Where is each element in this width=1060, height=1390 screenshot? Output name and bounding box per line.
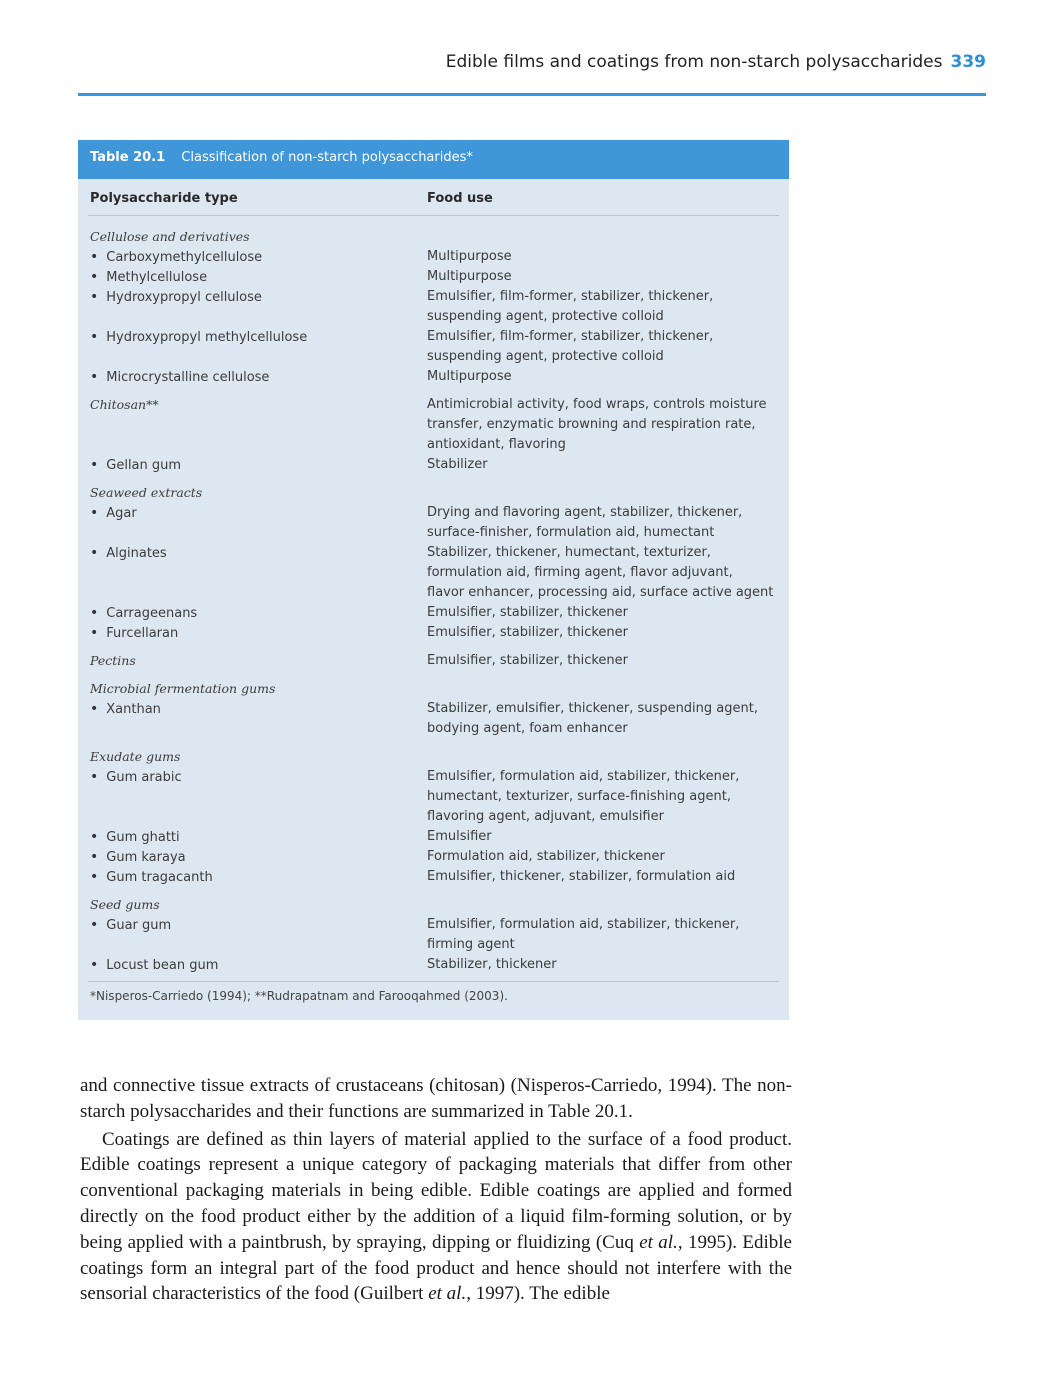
table-row-type: • Gum ghatti — [90, 827, 180, 848]
table-row-type: • Xanthan — [90, 699, 161, 720]
table-row-type: • Carrageenans — [90, 603, 197, 624]
table-category: Chitosan** — [90, 397, 159, 412]
table-caption — [78, 140, 789, 179]
table-category: Exudate gums — [90, 749, 181, 764]
table-row-type: • Carboxymethylcellulose — [90, 247, 262, 268]
table-row-type: • Furcellaran — [90, 623, 178, 644]
table-row-type: • Hydroxypropyl methylcellulose — [90, 327, 307, 348]
table-row-type: • Gellan gum — [90, 455, 181, 476]
table-row-type: • Microcrystalline cellulose — [90, 367, 269, 388]
table-row-type: • Gum karaya — [90, 847, 186, 868]
table-row-use: Formulation aid, stabilizer, thickener — [427, 849, 665, 864]
table-title: Classification of non-starch polysaccharides* — [181, 150, 473, 165]
table-row-type: • Methylcellulose — [90, 267, 207, 288]
table-row-use: Antimicrobial activity, food wraps, controls moisture transfer, enzymatic browning and respiration rate, antioxidant, flavoring — [427, 397, 767, 452]
table-row-use: Emulsifier, thickener, stabilizer, formulation aid — [427, 869, 736, 884]
table-row-use: Stabilizer — [427, 457, 488, 472]
col-header-use: Food use — [427, 191, 493, 206]
page-number: 339 — [950, 52, 986, 72]
table-row-type: • Gum arabic — [90, 767, 182, 788]
table-row-use: Drying and flavoring agent, stabilizer, thickener, surface-finisher, formulation aid, humectant — [427, 505, 743, 540]
table-header-rule — [88, 215, 779, 216]
table-row-use: Emulsifier, formulation aid, stabilizer, thickener, humectant, texturizer, surface-finishing agent, flavoring agent, adjuvant, emulsifier — [427, 769, 740, 824]
table-row-use: Multipurpose — [427, 369, 512, 384]
table-row-use: Multipurpose — [427, 269, 512, 284]
table-row-use: Emulsifier, stabilizer, thickener — [427, 625, 629, 640]
table-category: Cellulose and derivatives — [90, 229, 250, 244]
table-row-use: Emulsifier, film-former, stabilizer, thickener, suspending agent, protective colloid — [427, 329, 714, 364]
table-row-type: • Gum tragacanth — [90, 867, 213, 888]
body-paragraph-1: and connective tissue extracts of crustaceans (chitosan) (Nisperos-Carriedo, 1994). The non-starch polysaccharides and their functions are summarized in Table 20.1. — [80, 1075, 792, 1122]
body-text — [80, 1073, 792, 1307]
table-category: Seaweed extracts — [90, 485, 203, 500]
table-row-type: • Agar — [90, 503, 137, 524]
running-head — [0, 52, 986, 72]
table-row-use: Multipurpose — [427, 249, 512, 264]
table-row-use: Stabilizer, thickener — [427, 957, 557, 972]
table-category: Seed gums — [90, 897, 160, 912]
table-number: Table 20.1 — [90, 150, 166, 165]
table-footnote: *Nisperos-Carriedo (1994); **Rudrapatnam and Farooqahmed (2003). — [90, 989, 508, 1003]
table-row-use: Emulsifier, stabilizer, thickener — [427, 653, 629, 668]
table-category: Microbial fermentation gums — [90, 681, 276, 696]
table-footer-rule — [88, 981, 779, 982]
table-row-use: Emulsifier, stabilizer, thickener — [427, 605, 629, 620]
classification-table — [78, 140, 789, 1020]
table-category: Pectins — [90, 653, 136, 668]
running-title: Edible films and coatings from non-starch polysaccharides — [445, 52, 943, 72]
table-row-use: Stabilizer, thickener, humectant, texturizer, formulation aid, firming agent, flavor adjuvant, flavor enhancer, processing aid, surface active agent — [427, 545, 774, 600]
table-row-use: Emulsifier, film-former, stabilizer, thickener, suspending agent, protective colloid — [427, 289, 714, 324]
table-row-type: • Locust bean gum — [90, 955, 218, 976]
table-row-use: Emulsifier — [427, 829, 492, 844]
col-header-type: Polysaccharide type — [90, 191, 238, 206]
table-row-use: Emulsifier, formulation aid, stabilizer, thickener, firming agent — [427, 917, 740, 952]
table-row-type: • Hydroxypropyl cellulose — [90, 287, 262, 308]
table-row-type: • Guar gum — [90, 915, 171, 936]
table-row-type: • Alginates — [90, 543, 167, 564]
table-row-use: Stabilizer, emulsifier, thickener, suspending agent, bodying agent, foam enhancer — [427, 701, 758, 736]
header-rule — [78, 93, 986, 96]
body-paragraph-2: Coatings are defined as thin layers of material applied to the surface of a food product. Edible coatings represent a unique category of packaging materials that differ from other conventional packaging materials in being edible. Edible coatings are applied and formed directly on the food product either by the addition of a liquid film-forming solution, or by being applied with a paintbrush, by spraying, dipping or fluidizing (Cuq et al., 1995). Edible coatings form an integral part of the food product and hence should not interfere with the sensorial characteristics of the food (Guilbert et al., 1997). The edible — [80, 1128, 792, 1305]
